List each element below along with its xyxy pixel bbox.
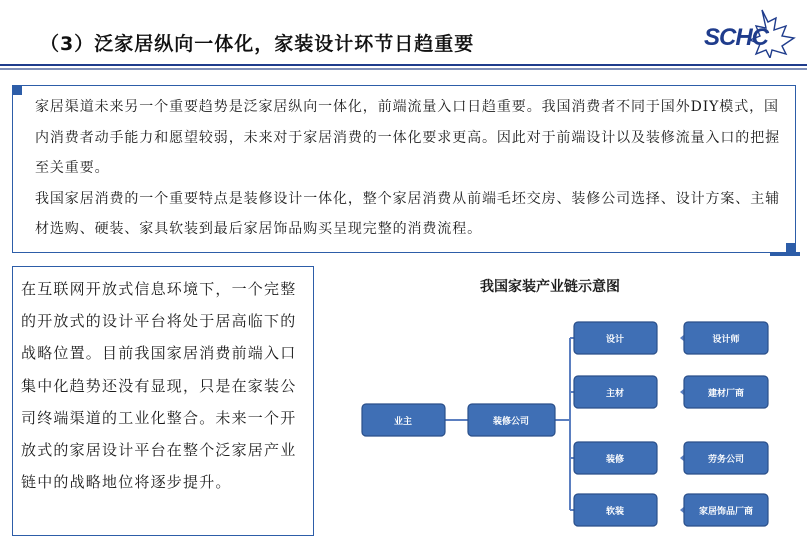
node-owner-label: 业主 xyxy=(393,417,413,427)
intro-text-box xyxy=(12,85,796,253)
node-labor-company-label: 劳务公司 xyxy=(707,455,745,465)
diagram-title: 我国家装产业链示意图 xyxy=(480,279,620,295)
company-logo xyxy=(700,6,800,58)
intro-text xyxy=(35,92,787,245)
accent-bar xyxy=(770,252,800,256)
intro-paragraph-1: 家居渠道未来另一个重要趋势是泛家居纵向一体化，前端流量入口日趋重要。我国消费者不同于国外DIY模式，国内消费者动手能力和愿望较弱，未来对于家居消费的一体化要求更高。因此对于前端设计以及装修流量入口的把握至关重要。 xyxy=(35,99,780,176)
side-text: 在互联网开放式信息环境下，一个完整的开放式的设计平台将处于居高临下的战略位置。目前我国家居消费前端入口集中化趋势还没有显现，只是在家装公司终端渠道的工业化整合。未来一个开放式的家居设计平台在整个泛家居产业链中的战略地位将逐步提升。 xyxy=(21,280,297,492)
page-title: （3）泛家居纵向一体化，家装设计环节日趋重要 xyxy=(40,33,475,55)
node-main-material-label: 主材 xyxy=(605,389,625,399)
node-designer-label: 设计师 xyxy=(712,335,740,345)
corner-marker xyxy=(12,85,22,95)
node-material-vendor-label: 建材厂商 xyxy=(707,389,745,399)
node-design-label: 设计 xyxy=(605,335,625,345)
node-decoration-label: 装修 xyxy=(605,455,625,465)
header-divider xyxy=(0,64,807,66)
node-company-label: 装修公司 xyxy=(492,417,530,427)
industry-chain-diagram xyxy=(350,270,800,538)
node-soft-label: 软装 xyxy=(605,507,625,517)
header-divider-secondary xyxy=(0,68,807,70)
node-accessory-vendor-label: 家居饰品厂商 xyxy=(698,507,754,517)
intro-paragraph-2: 我国家居消费的一个重要特点是装修设计一体化，整个家居消费从前端毛坯交房、装修公司选择、设计方案、主辅材选购、硬装、家具软装到最后家居饰品购买呈现完整的消费流程。 xyxy=(35,190,780,237)
logo-text: SCHC xyxy=(704,24,769,51)
side-text-box xyxy=(12,266,314,536)
